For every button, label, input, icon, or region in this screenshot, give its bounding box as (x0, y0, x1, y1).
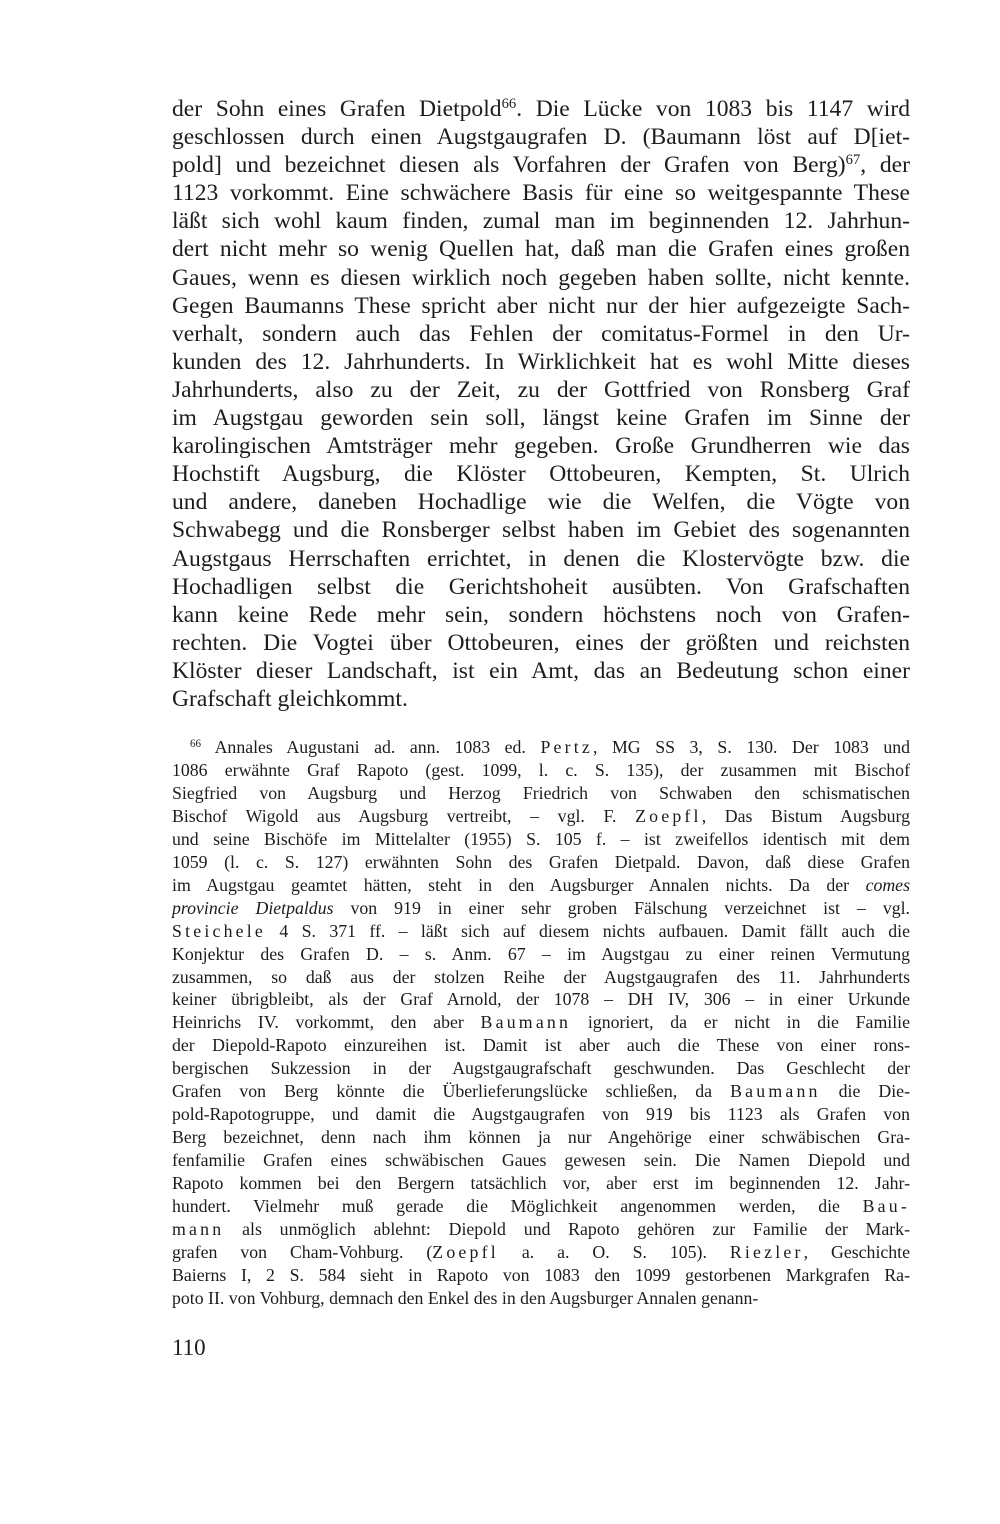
spaced-author-name: Bau- (862, 1196, 910, 1217)
footnote-line: provincie Dietpaldus von 919 in einer sehr groben Fälschung verzeichnet ist – vgl. (172, 897, 910, 918)
footnote-line: keiner übrigbleibt, als der Graf Arnold, der 1078 – DH IV, 306 – in einer Urkunde (172, 989, 910, 1010)
main-text-line: läßt sich wohl kaum finden, zumal man im beginnenden 12. Jahrhun- (172, 208, 910, 235)
footnote-line: poto II. von Vohburg, demnach den Enkel des in den Augsburger Annalen genann- (172, 1287, 759, 1308)
footnote-line: 1059 (l. c. S. 127) erwähnten Sohn des Grafen Dietpald. Davon, daß diese Grafen (172, 851, 910, 872)
spaced-author-name: Zoepfl (432, 1241, 499, 1262)
footnote-block (172, 736, 910, 1310)
footnote-reference: 67 (845, 152, 861, 169)
footnote-line: Konjektur des Grafen D. – s. Anm. 67 – im Augstgau zu einer reinen Vermutung (172, 943, 910, 964)
main-text-line: 1123 vorkommt. Eine schwächere Basis für eine so weitgespannte These (172, 180, 910, 207)
spaced-author-name: mann (172, 1219, 225, 1240)
footnote-line: grafen von Cham-Vohburg. (Zoepfl a. a. O. S. 105). Riezler, Geschichte (172, 1241, 910, 1262)
main-text-line: karolingischen Amtsträger mehr gegeben. Große Grundherren wie das (172, 433, 910, 460)
main-text-line: kann keine Rede mehr sein, sondern höchstens noch von Grafen- (172, 601, 910, 628)
main-text-line: Augstgaus Herrschaften errichtet, in denen die Klostervögte bzw. die (172, 545, 910, 572)
main-text-line: Gaues, wenn es diesen wirklich noch gegeben haben sollte, nicht kennte. (172, 264, 910, 291)
footnote-reference: 66 (501, 95, 517, 112)
spaced-author-name: Riezler (729, 1241, 804, 1262)
main-text-line: pold] und bezeichnet diesen als Vorfahren der Grafen von Berg)$^{67}$, der (172, 152, 910, 179)
italic-quotation: comes (865, 874, 910, 895)
footnote-line: pold-Rapotogruppe, und damit die Augstgaugrafen von 919 bis 1123 als Grafen von (172, 1104, 910, 1125)
main-text-line: Hochstift Augsburg, die Klöster Ottobeuren, Kempten, St. Ulrich (172, 461, 910, 488)
main-text-block (172, 95, 910, 713)
footnote-line: Siegfried von Augsburg und Herzog Friedrich von Schwaben den schismatischen (172, 782, 910, 803)
footnote-line: fenfamilie Grafen eines schwäbischen Gaues gewesen sein. Die Namen Diepold und (172, 1150, 910, 1171)
footnote-marker: 66 (190, 737, 202, 750)
footnote-line: Bischof Wigold aus Augsburg vertreibt, – vgl. F. Zoepfl, Das Bistum Augsburg (172, 805, 910, 826)
footnote-line: $^{66}$ Annales Augustani ad. ann. 1083 ed. Pertz, MG SS 3, S. 130. Der 1083 und (190, 737, 910, 757)
main-text-line: rechten. Die Vogtei über Ottobeuren, eines der größten und reichsten (172, 629, 910, 656)
spaced-author-name: Baumann (730, 1081, 821, 1102)
main-text-line: Jahrhunderts, also zu der Zeit, zu der Gottfried von Ronsberg Graf (172, 376, 910, 403)
main-text-line: Klöster dieser Landschaft, ist ein Amt, das an Bedeutung schon einer (172, 657, 910, 684)
main-text-line: Schwabegg und die Ronsberger selbst haben im Gebiet des sogenannten (172, 517, 910, 544)
spaced-author-name: Zoepfl (635, 805, 702, 826)
footnote-line: Steichele 4 S. 371 ff. – läßt sich auf diesem nichts aufbauen. Damit fällt auch die (172, 920, 910, 941)
main-text-line: der Sohn eines Grafen Dietpold$^{66}$. Die Lücke von 1083 bis 1147 wird (172, 95, 910, 122)
spaced-author-name: Pertz (540, 737, 593, 757)
main-text-line: verhalt, sondern auch das Fehlen der comitatus-Formel in den Ur- (172, 320, 910, 347)
footnote-line: hundert. Vielmehr muß gerade die Möglichkeit angenommen werden, die Bau- (172, 1196, 910, 1217)
italic-quotation: provincie Dietpaldus (172, 897, 334, 918)
main-text-line: geschlossen durch einen Augstgaugrafen D. (Baumann löst auf D[iet- (172, 124, 910, 151)
footnote-line: Berg bezeichnet, denn nach ihm können ja nur Angehörige einer schwäbischen Gra- (172, 1127, 910, 1148)
footnote-line: Grafen von Berg könnte die Überlieferungslücke schließen, da Baumann die Die- (172, 1081, 910, 1102)
footnote-line: im Augstgau geamtet hätten, steht in den Augsburger Annalen nichts. Da der comes (172, 874, 910, 895)
footnote-line: mann als unmöglich ablehnt: Diepold und Rapoto gehören zur Familie der Mark- (172, 1219, 910, 1240)
main-text-line: kunden des 12. Jahrhunderts. In Wirklichkeit hat es wohl Mitte dieses (172, 348, 910, 375)
main-text-line: im Augstgau geworden sein soll, längst keine Grafen im Sinne der (172, 405, 910, 432)
spaced-author-name: Steichele (172, 920, 267, 941)
footnote-line: Baierns I, 2 S. 584 sieht in Rapoto von 1083 den 1099 gestorbenen Markgrafen Ra- (172, 1264, 910, 1285)
spaced-author-name: Baumann (480, 1012, 572, 1033)
main-text-line: Hochadligen selbst die Gerichtshoheit ausübten. Von Grafschaften (172, 573, 910, 600)
main-text-line: und andere, daneben Hochadlige wie die Welfen, die Vögte von (172, 489, 910, 516)
footnote-line: Heinrichs IV. vorkommt, den aber Baumann ignoriert, da er nicht in die Familie (172, 1012, 910, 1033)
footnote-line: der Diepold-Rapoto einzureihen ist. Damit ist aber auch die These von einer rons- (172, 1035, 910, 1056)
main-text-line: Gegen Baumanns These spricht aber nicht nur der hier aufgezeigte Sach- (172, 292, 910, 319)
footnote-line: und seine Bischöfe im Mittelalter (1955) S. 105 f. – ist zweifellos identisch mit dem (172, 828, 910, 849)
main-text-line: dert nicht mehr so wenig Quellen hat, daß man die Grafen eines großen (172, 236, 910, 263)
footnote-line: bergischen Sukzession in der Augstgaugrafschaft geschwunden. Das Geschlecht der (172, 1058, 910, 1079)
main-text-line: Grafschaft gleichkommt. (172, 685, 408, 712)
footnote-line: Rapoto kommen bei den Bergern tatsächlich vor, aber erst im beginnenden 12. Jahr- (172, 1173, 910, 1194)
footnote-line: zusammen, so daß aus der stolzen Reihe der Augstgaugrafen des 11. Jahrhunderts (172, 966, 910, 987)
footnote-line: 1086 erwähnte Graf Rapoto (gest. 1099, l. c. S. 135), der zusammen mit Bischof (172, 759, 910, 780)
page-number: 110 (172, 1335, 206, 1360)
